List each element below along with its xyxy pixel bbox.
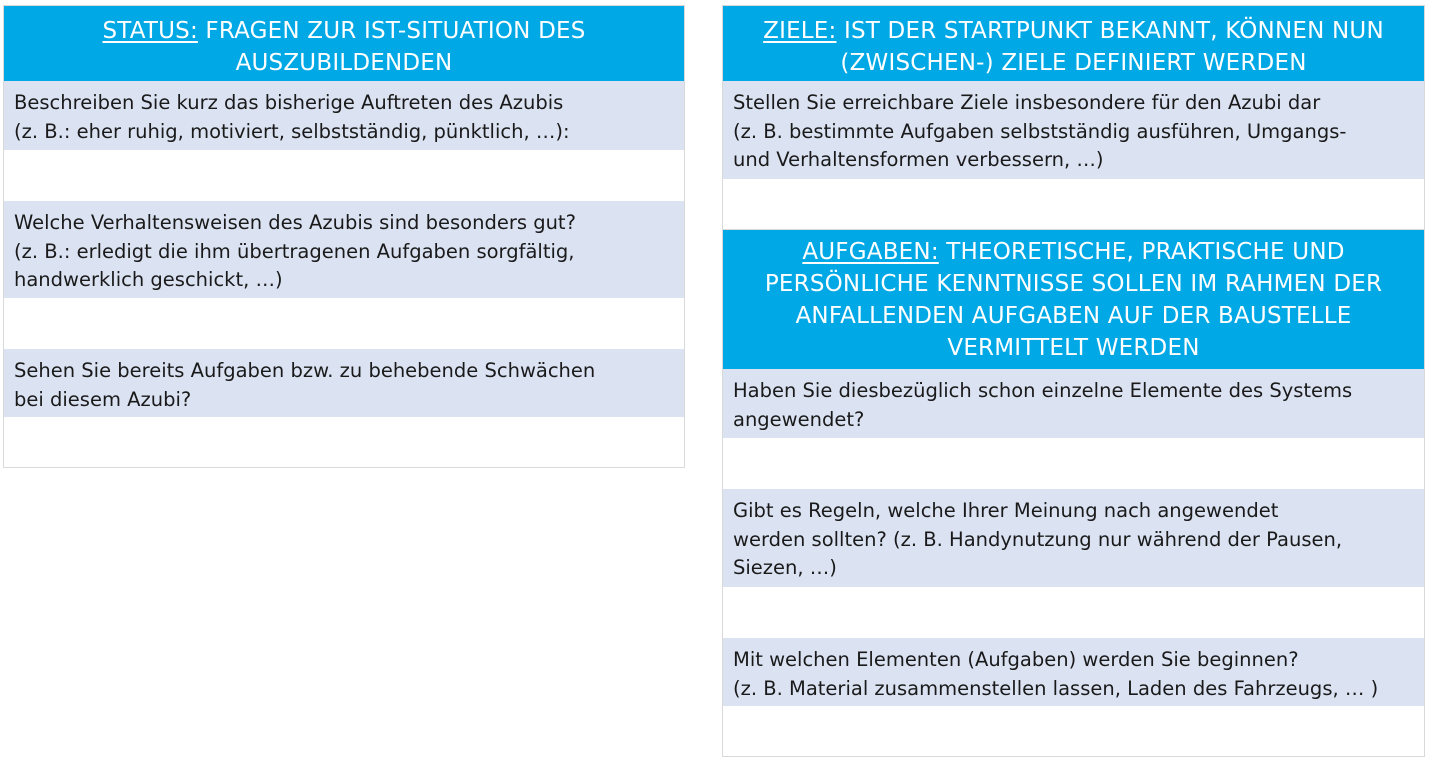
ziele-question-1-line-1: Stellen Sie erreichbare Ziele insbesondere für den Azubi dar	[733, 91, 1321, 114]
aufgaben-question-2-line-3: Siezen, …)	[733, 556, 837, 579]
status-panel	[3, 5, 685, 468]
status-question-2-line-1: Welche Verhaltensweisen des Azubis sind besonders gut?	[14, 211, 576, 234]
aufgaben-question-2-line-2: werden sollten? (z. B. Handynutzung nur während der Pausen,	[733, 527, 1343, 551]
ziele-panel	[722, 5, 1425, 229]
status-header-keyword: STATUS:	[102, 18, 198, 44]
aufgaben-panel	[722, 229, 1425, 757]
status-answer-field-2[interactable]	[4, 298, 684, 349]
aufgaben-question-3-line-1: Mit welchen Elementen (Aufgaben) werden Sie beginnen?	[733, 648, 1299, 671]
aufgaben-header-line3: ANFALLENDEN AUFGABEN AUF DER BAUSTELLE	[795, 303, 1352, 329]
aufgaben-header-line4: VERMITTELT WERDEN	[947, 335, 1200, 361]
status-header-line2: AUSZUBILDENDEN	[235, 50, 453, 76]
aufgaben-header-line1-rest: THEORETISCHE, PRAKTISCHE UND	[938, 239, 1345, 265]
ziele-header-line1-rest: IST DER STARTPUNKT BEKANNT, KÖNNEN NUN	[836, 18, 1384, 44]
aufgaben-answer-field-1[interactable]	[723, 438, 1424, 489]
status-answer-field-3[interactable]	[4, 417, 684, 467]
ziele-question-1	[723, 81, 1424, 179]
aufgaben-header	[723, 230, 1424, 369]
status-question-3	[4, 349, 684, 417]
aufgaben-question-1	[723, 369, 1424, 438]
aufgaben-question-1-line-1: Haben Sie diesbezüglich schon einzelne Elemente des Systems	[733, 379, 1353, 402]
aufgaben-header-keyword: AUFGABEN:	[802, 239, 939, 265]
ziele-answer-field-1[interactable]	[723, 179, 1424, 230]
status-question-2	[4, 201, 684, 298]
status-question-1-line-2: (z. B.: eher ruhig, motiviert, selbstständig, pünktlich, …):	[14, 119, 570, 143]
status-answer-field-1[interactable]	[4, 150, 684, 201]
status-question-2-line-3: handwerklich geschickt, …)	[14, 268, 283, 291]
status-header	[4, 6, 684, 81]
aufgaben-header-line2: PERSÖNLICHE KENNTNISSE SOLLEN IM RAHMEN DER	[764, 271, 1383, 297]
status-question-3-line-1: Sehen Sie bereits Aufgaben bzw. zu behebende Schwächen	[14, 359, 596, 382]
ziele-header-line2: (ZWISCHEN-) ZIELE DEFINIERT WERDEN	[840, 50, 1307, 76]
status-question-3-line-2: bei diesem Azubi?	[14, 387, 192, 411]
ziele-header	[723, 6, 1424, 81]
aufgaben-question-2-line-1: Gibt es Regeln, welche Ihrer Meinung nach angewendet	[733, 499, 1279, 522]
aufgaben-question-3-line-2: (z. B. Material zusammenstellen lassen, Laden des Fahrzeugs, … )	[733, 676, 1379, 700]
aufgaben-question-2	[723, 489, 1424, 587]
aufgaben-question-3	[723, 638, 1424, 706]
ziele-question-1-line-2: (z. B. bestimmte Aufgaben selbstständig ausführen, Umgangs-	[733, 119, 1347, 143]
status-header-line1	[4, 15, 684, 47]
ziele-question-1-line-3: und Verhaltensformen verbessern, …)	[733, 148, 1104, 171]
aufgaben-header-line1	[723, 236, 1424, 268]
ziele-header-keyword: ZIELE:	[763, 18, 837, 44]
aufgaben-answer-field-2[interactable]	[723, 587, 1424, 638]
status-question-1	[4, 81, 684, 150]
aufgaben-answer-field-3[interactable]	[723, 706, 1424, 756]
status-header-line1-rest: FRAGEN ZUR IST-SITUATION DES	[197, 18, 586, 44]
status-question-2-line-2: (z. B.: erledigt die ihm übertragenen Aufgaben sorgfältig,	[14, 239, 575, 263]
status-question-1-line-1: Beschreiben Sie kurz das bisherige Auftreten des Azubis	[14, 91, 564, 114]
ziele-header-line1	[723, 15, 1424, 47]
aufgaben-question-1-line-2: angewendet?	[733, 407, 865, 431]
